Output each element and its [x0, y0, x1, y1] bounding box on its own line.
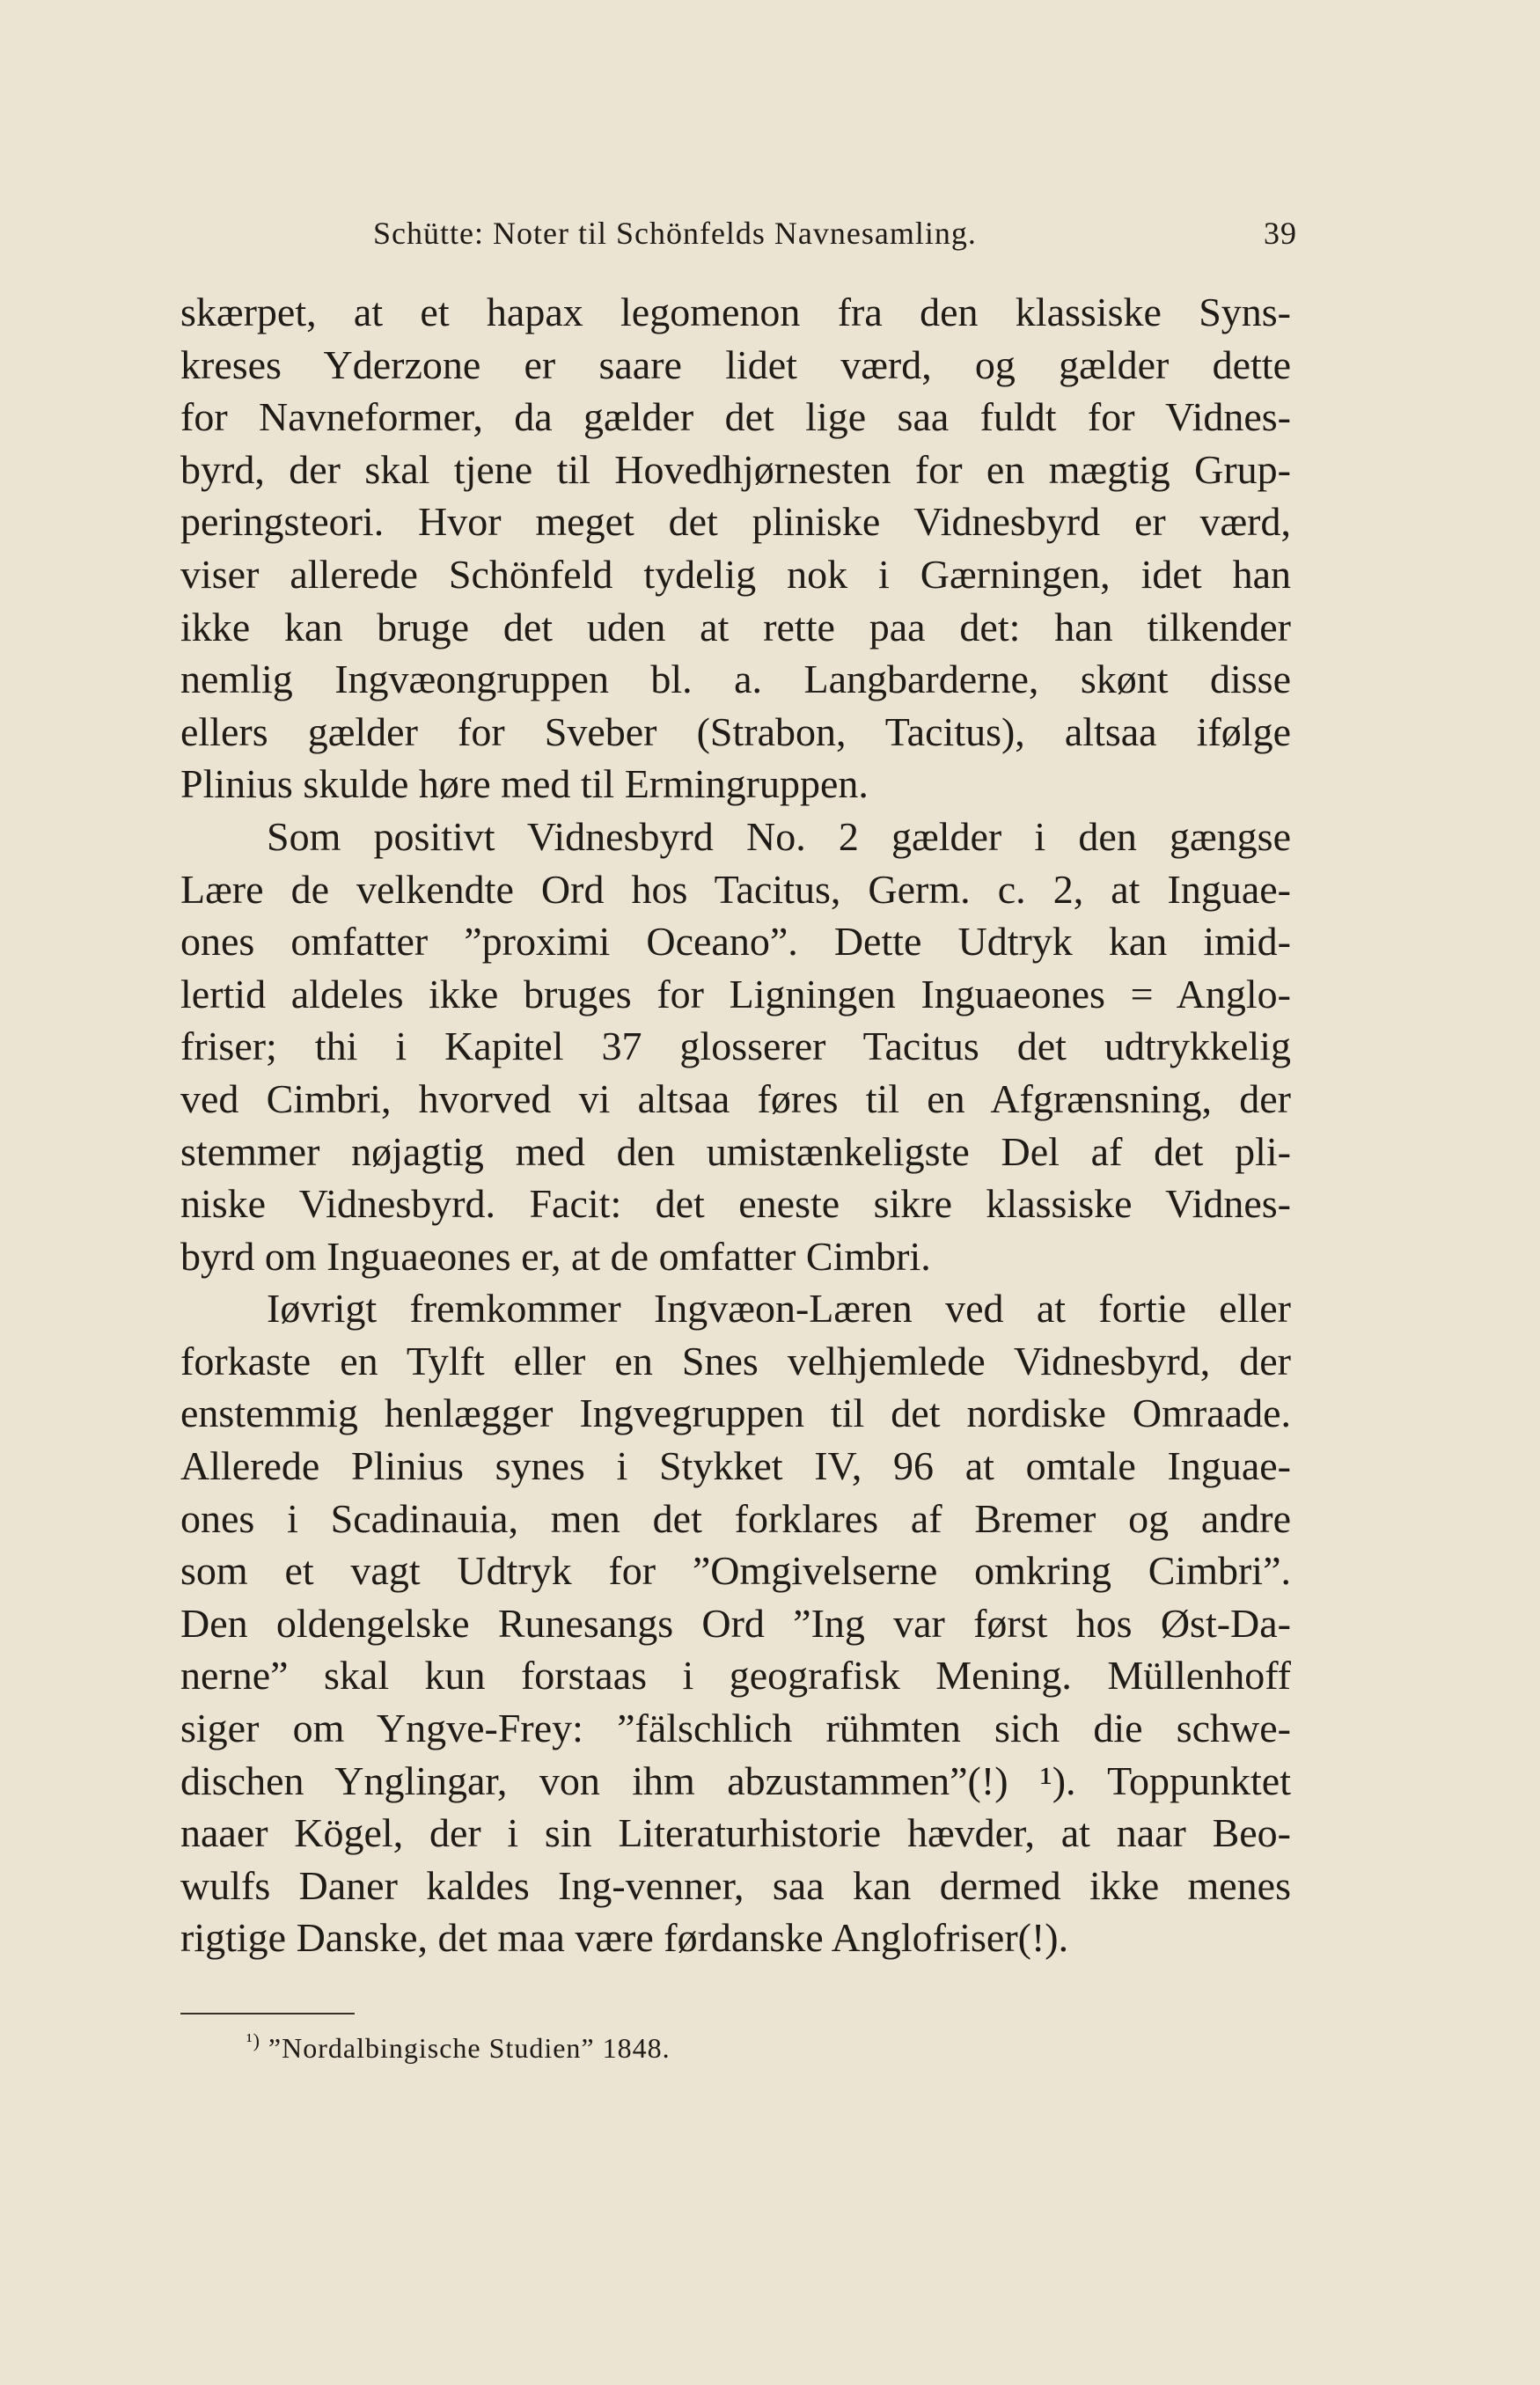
text-line: viser allerede Schönfeld tydelig nok i Gærningen, idet han — [180, 551, 1291, 597]
text-line: ones i Scadinauia, men det forklares af Bremer og andre — [180, 1495, 1291, 1541]
text-line: ved Cimbri, hvorved vi altsaa føres til en Afgrænsning, der — [180, 1075, 1291, 1121]
text-line: ikke kan bruge det uden at rette paa det: han tilkender — [180, 604, 1291, 649]
text-line: forkaste en Tylft eller en Snes velhjemlede Vidnesbyrd, der — [180, 1338, 1291, 1383]
text-line: lertid aldeles ikke bruges for Ligningen Inguaeones = Anglo- — [180, 971, 1291, 1016]
text-line: Lære de velkendte Ord hos Tacitus, Germ. c. 2, at Inguae- — [180, 866, 1291, 912]
body-text — [180, 286, 1291, 1964]
text-line: som et vagt Udtryk for ”Omgivelserne omkring Cimbri”. — [180, 1548, 1291, 1594]
text-line: dischen Ynglingar, von ihm abzustammen”(!) ¹). Toppunktet — [180, 1758, 1291, 1803]
text-line: Som positivt Vidnesbyrd No. 2 gælder i den gængse — [267, 813, 1291, 859]
text-line: Allerede Plinius synes i Stykket IV, 96 at omtale Inguae- — [180, 1443, 1291, 1489]
paragraph — [180, 286, 1291, 811]
text-line: nerne” skal kun forstaas i geografisk Mening. Müllenhoff — [180, 1653, 1291, 1699]
running-head — [373, 215, 1297, 259]
text-line: naaer Kögel, der i sin Literaturhistorie hævder, at naar Beo- — [180, 1810, 1291, 1856]
text-line: byrd om Inguaeones er, at de omfatter Cimbri. — [180, 1233, 931, 1279]
footnote-text: ”Nordalbingische Studien” 1848. — [268, 2032, 671, 2064]
footnote-rule — [180, 2013, 355, 2014]
text-line: friser; thi i Kapitel 37 glosserer Tacitus det udtrykkelig — [180, 1024, 1291, 1069]
page-number: 39 — [1264, 216, 1297, 251]
text-line: ones omfatter ”proximi Oceano”. Dette Udtryk kan imid- — [180, 919, 1291, 965]
text-line: byrd, der skal tjene til Hovedhjørnesten for en mægtig Grup- — [180, 446, 1291, 492]
text-line: for Navneformer, da gælder det lige saa fuldt for Vidnes- — [180, 394, 1291, 440]
text-line: siger om Yngve-Frey: ”fälschlich rühmten sich die schwe- — [180, 1706, 1291, 1751]
paragraph — [180, 811, 1291, 1282]
text-line: niske Vidnesbyrd. Facit: det eneste sikre klassiske Vidnes- — [180, 1181, 1291, 1227]
text-line: nemlig Ingvæongruppen bl. a. Langbarderne, skønt disse — [180, 657, 1291, 702]
text-line: wulfs Daner kaldes Ing-venner, saa kan dermed ikke menes — [180, 1862, 1291, 1908]
text-line: skærpet, at et hapax legomenon fra den klassiske Syns- — [180, 290, 1291, 334]
text-line: enstemmig henlægger Ingvegruppen til det nordiske Omraade. — [180, 1391, 1291, 1436]
text-line: Iøvrigt fremkommer Ingvæon-Læren ved at fortie eller — [267, 1286, 1291, 1332]
text-line: rigtige Danske, det maa være førdanske Anglofriser(!). — [180, 1915, 1069, 1961]
paragraph — [180, 1282, 1291, 1964]
text-line: ellers gælder for Sveber (Strabon, Tacitus), altsaa ifølge — [180, 708, 1291, 754]
footnote — [246, 2029, 671, 2065]
text-line: stemmer nøjagtig med den umistænkeligste Del af det pli- — [180, 1128, 1291, 1174]
text-line: kreses Yderzone er saare lidet værd, og gælder dette — [180, 341, 1291, 387]
footnote-marker: ¹) — [246, 2029, 260, 2051]
running-title: Schütte: Noter til Schönfelds Navnesamling. — [373, 216, 977, 251]
text-line: peringsteori. Hvor meget det pliniske Vidnesbyrd er værd, — [180, 499, 1291, 545]
text-line: Den oldengelske Runesangs Ord ”Ing var først hos Øst-Da- — [180, 1600, 1291, 1646]
text-line: Plinius skulde høre med til Ermingruppen. — [180, 761, 869, 807]
